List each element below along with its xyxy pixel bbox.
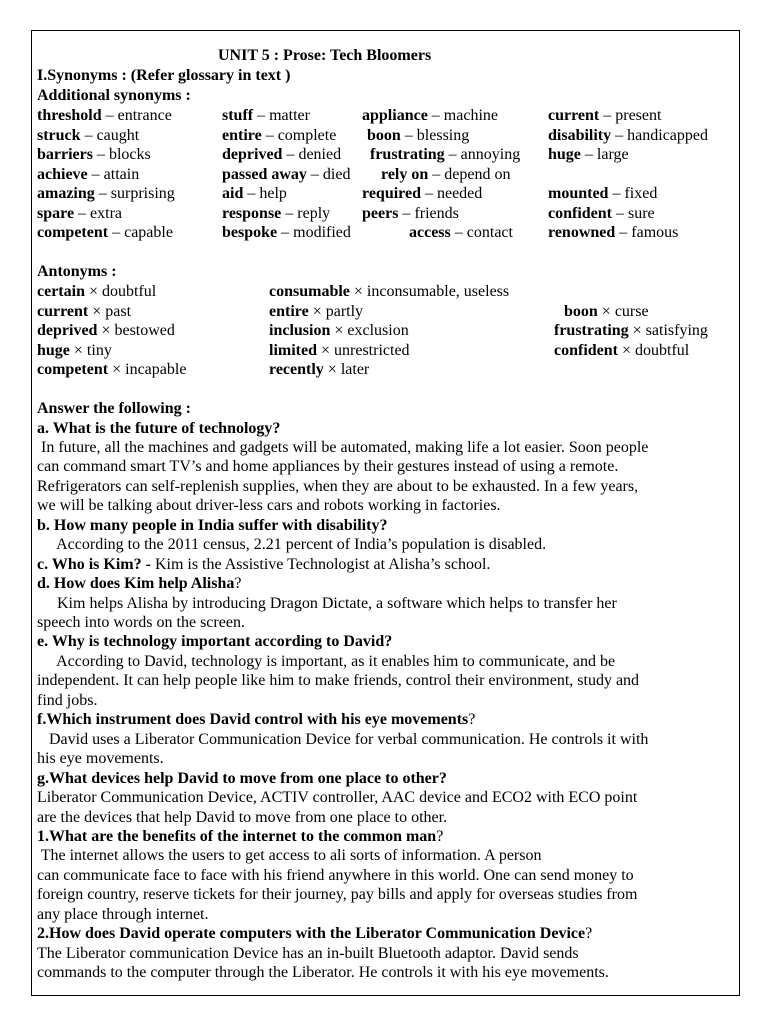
term: struck — [37, 126, 81, 144]
question-tail: Kim is the Assistive Technologist at Alisha’s school. — [150, 555, 491, 573]
synonym-entry — [37, 146, 151, 164]
synonym-entry — [222, 166, 350, 184]
synonym-entry — [362, 205, 459, 223]
synonym-entry — [548, 205, 655, 223]
term-meaning: – capable — [108, 224, 173, 241]
answer-line: his eye movements. — [37, 750, 164, 768]
term-meaning: – caught — [80, 126, 140, 144]
term: huge — [548, 146, 581, 163]
antonym-entry — [37, 361, 186, 379]
synonym-entry — [37, 224, 173, 242]
term: deprived — [37, 322, 98, 339]
term-meaning: – handicapped — [611, 126, 708, 144]
term-meaning: × curse — [597, 302, 649, 320]
term-meaning: × partly — [308, 302, 364, 320]
synonym-entry — [409, 224, 513, 242]
synonym-entry — [548, 107, 661, 125]
term: huge — [37, 341, 70, 359]
answer-line: In future, all the machines and gadgets will be automated, making life a lot easier. Soon people — [37, 438, 649, 456]
term: achieve — [37, 165, 88, 183]
question-text: c. Who is Kim? - — [37, 555, 151, 573]
question-text: d. How does Kim help Alisha — [37, 575, 235, 593]
synonym-entry — [548, 224, 678, 242]
term-meaning: × inconsumable, useless — [349, 283, 510, 300]
question-tail: ? — [436, 827, 444, 845]
term-meaning: × bestowed — [97, 322, 175, 339]
antonym-entry — [564, 303, 649, 321]
term-meaning: – died — [306, 165, 351, 183]
term-meaning: × doubtful — [618, 341, 690, 359]
answer-line: According to the 2011 census, 2.21 percent of India’s population is disabled. — [37, 536, 547, 554]
term: renowned — [548, 224, 616, 241]
answer-line: According to David, technology is important, as it enables him to communicate, and be — [37, 652, 616, 670]
additional-synonyms-heading: Additional synonyms : — [37, 87, 191, 104]
synonym-entry — [381, 166, 510, 184]
question-text: g.What devices help David to move from one place to other? — [37, 769, 447, 787]
synonym-entry — [548, 127, 708, 145]
term: aid — [222, 185, 244, 202]
antonym-entry — [269, 342, 410, 360]
synonym-entry — [37, 166, 139, 184]
synonym-entry — [222, 224, 351, 242]
answer-line: any place through internet. — [37, 905, 209, 923]
term-meaning: – annoying — [444, 146, 521, 163]
term-meaning: × tiny — [69, 341, 112, 359]
answer-line: can communicate face to face with his friend anywhere in this world. One can send money to — [37, 866, 634, 884]
answer-line: can command smart TV’s and home appliances by their gestures instead of using a remote. — [37, 458, 619, 476]
question — [37, 556, 490, 574]
synonym-entry — [367, 127, 469, 145]
term: entire — [222, 126, 262, 144]
answer-line: speech into words on the screen. — [37, 614, 245, 631]
term: passed away — [222, 165, 307, 183]
term: current — [548, 107, 600, 124]
synonym-entry — [362, 185, 482, 203]
synonym-entry — [362, 107, 498, 125]
term-meaning: – fixed — [608, 185, 658, 202]
answer-line: commands to the computer through the Liberator. He controls it with his eye movements. — [37, 964, 609, 982]
term: frustrating — [554, 322, 629, 339]
answer-line: find jobs. — [37, 691, 98, 709]
term: recently — [269, 361, 324, 378]
term: boon — [367, 126, 401, 144]
answer-line: The internet allows the users to get access to ali sorts of information. A person — [37, 847, 542, 865]
antonym-entry — [37, 322, 175, 340]
term-meaning: – entrance — [101, 107, 172, 124]
term-meaning: – denied — [282, 146, 342, 163]
question-text: 2.How does David operate computers with the Liberator Communication Device — [37, 925, 586, 943]
term: stuff — [222, 107, 254, 124]
term-meaning: – needed — [420, 185, 483, 202]
term: response — [222, 204, 282, 222]
antonyms-heading: Antonyms : — [37, 263, 117, 280]
antonym-entry — [269, 283, 509, 301]
term: access — [409, 224, 451, 241]
synonym-entry — [37, 107, 172, 125]
term: confident — [548, 204, 612, 222]
term-meaning: – friends — [398, 204, 459, 222]
term-meaning: – contact — [450, 224, 513, 241]
antonym-entry — [554, 322, 708, 340]
term: competent — [37, 361, 109, 378]
term: rely on — [381, 165, 429, 183]
answer-line: David uses a Liberator Communication Device for verbal communication. He controls it with — [37, 730, 649, 748]
term-meaning: × unrestricted — [317, 341, 410, 359]
question — [37, 517, 387, 535]
question — [37, 420, 280, 438]
question — [37, 633, 392, 651]
synonym-entry — [37, 205, 122, 223]
antonym-entry — [37, 283, 156, 301]
antonym-entry — [554, 342, 689, 360]
term-meaning: – sure — [612, 204, 655, 222]
term: barriers — [37, 146, 93, 163]
synonyms-heading: I.Synonyms : (Refer glossary in text ) — [37, 67, 291, 84]
question-text: f.Which instrument does David control with his eye movements — [37, 711, 469, 729]
term-meaning: – attain — [87, 165, 140, 183]
term-meaning: – extra — [74, 204, 123, 222]
term: required — [362, 185, 421, 202]
synonym-entry — [222, 127, 336, 145]
term: peers — [362, 204, 399, 222]
term-meaning: – blessing — [400, 126, 470, 144]
answer-line: independent. It can help people like him to make friends, control their environment, study and — [37, 672, 640, 690]
answer-heading: Answer the following : — [37, 400, 191, 417]
synonym-entry — [222, 185, 287, 203]
term: boon — [564, 302, 598, 320]
term: bespoke — [222, 224, 278, 241]
answer-line: Kim helps Alisha by introducing Dragon Dictate, a software which helps to transfer her — [37, 594, 617, 612]
question-tail: ? — [468, 711, 476, 729]
synonym-entry — [548, 146, 629, 164]
term: frustrating — [370, 146, 445, 163]
term-meaning: × doubtful — [84, 283, 157, 300]
term: amazing — [37, 185, 95, 202]
term: competent — [37, 224, 109, 241]
term: certain — [37, 283, 85, 300]
document-page — [31, 30, 740, 996]
antonym-entry — [37, 342, 112, 360]
synonym-entry — [37, 185, 175, 203]
term: entire — [269, 302, 309, 320]
term-meaning: – blocks — [92, 146, 151, 163]
term: confident — [554, 341, 618, 359]
question-text: e. Why is technology important according to David? — [37, 633, 393, 651]
question — [37, 711, 475, 729]
term-meaning: – present — [599, 107, 662, 124]
term: deprived — [222, 146, 283, 163]
term: inclusion — [269, 322, 331, 339]
term-meaning: × past — [88, 302, 132, 320]
synonym-entry — [222, 146, 341, 164]
question — [37, 575, 241, 593]
question — [37, 925, 592, 943]
term-meaning: × later — [323, 361, 370, 378]
question-text: b. How many people in India suffer with disability? — [37, 516, 388, 534]
question-text: 1.What are the benefits of the internet to the common man — [37, 827, 437, 845]
question-tail: ? — [585, 925, 593, 943]
answer-line: Refrigerators can self-replenish supplies, when they are about to be exhausted. In a few years, — [37, 477, 639, 495]
synonym-entry — [370, 146, 520, 164]
question — [37, 770, 447, 788]
synonym-entry — [548, 185, 657, 203]
answer-line: are the devices that help David to move from one place to other. — [37, 808, 448, 826]
term-meaning: – machine — [427, 107, 498, 124]
antonym-entry — [269, 322, 409, 340]
term-meaning: × exclusion — [330, 322, 409, 339]
term-meaning: × satisfying — [628, 322, 708, 339]
synonym-entry — [222, 107, 310, 125]
term-meaning: – depend on — [428, 165, 511, 183]
unit-title: UNIT 5 : Prose: Tech Bloomers — [218, 47, 432, 64]
term: disability — [548, 126, 612, 144]
term-meaning: – large — [580, 146, 629, 163]
term-meaning: – surprising — [94, 185, 175, 202]
antonym-entry — [37, 303, 131, 321]
term: threshold — [37, 107, 102, 124]
term-meaning: – reply — [281, 204, 331, 222]
term: mounted — [548, 185, 609, 202]
term: current — [37, 302, 89, 320]
answer-line: foreign country, reserve tickets for their journey, pay bills and apply for overseas studies from — [37, 886, 638, 904]
term-meaning: – complete — [261, 126, 337, 144]
synonym-entry — [222, 205, 330, 223]
synonym-entry — [37, 127, 139, 145]
answer-line: Liberator Communication Device, ACTIV controller, AAC device and ECO2 with ECO point — [37, 789, 638, 807]
term: appliance — [362, 107, 428, 124]
question-text: a. What is the future of technology? — [37, 419, 281, 437]
answer-line: we will be talking about driver-less cars and robots working in factories. — [37, 497, 501, 515]
term-meaning: – famous — [615, 224, 679, 241]
term: limited — [269, 341, 317, 359]
answer-line: The Liberator communication Device has an in-built Bluetooth adaptor. David sends — [37, 944, 579, 962]
term-meaning: × incapable — [108, 361, 187, 378]
term-meaning: – help — [243, 185, 287, 202]
antonym-entry — [269, 303, 363, 321]
term-meaning: – matter — [253, 107, 310, 124]
term: spare — [37, 204, 75, 222]
question — [37, 828, 443, 846]
term-meaning: – modified — [277, 224, 351, 241]
antonym-entry — [269, 361, 369, 379]
question-tail: ? — [234, 575, 242, 593]
term: consumable — [269, 283, 350, 300]
